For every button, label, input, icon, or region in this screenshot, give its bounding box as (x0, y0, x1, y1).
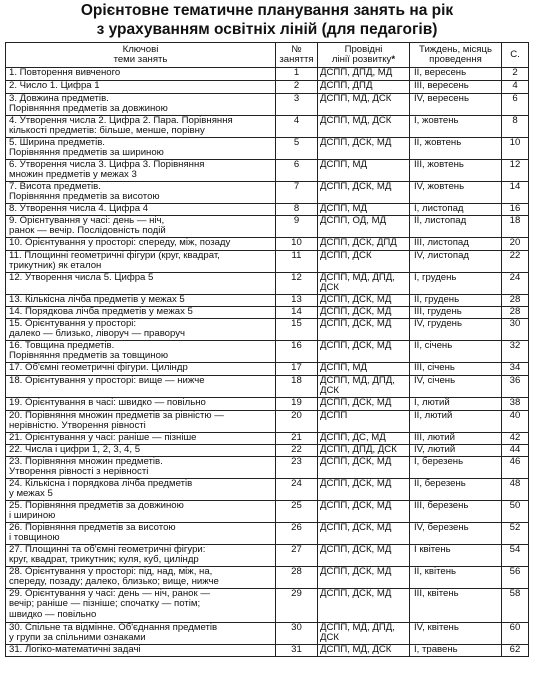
page-number-cell: 4 (502, 81, 529, 94)
topic-text-line: і товщиною (9, 532, 60, 544)
lesson-number-cell: 23 (276, 456, 318, 478)
page-number-cell: 56 (502, 566, 529, 588)
page-number-cell: 16 (502, 204, 529, 216)
development-lines-cell (318, 478, 410, 500)
page-number-cell: 12 (502, 160, 529, 182)
development-lines-text: ДСПП, МД (320, 203, 368, 214)
development-lines-cell (318, 340, 410, 362)
lesson-number-cell: 22 (276, 444, 318, 456)
development-lines-cell (318, 273, 410, 295)
development-lines-cell (318, 160, 410, 182)
topic-text-line: 15. Орієнтування у просторі: (9, 318, 137, 329)
week-month-cell: III, січень (410, 362, 502, 375)
development-lines-cell (318, 444, 410, 456)
table-row (6, 182, 529, 204)
development-lines-text: ДСПП, ДСК, МД (320, 181, 392, 192)
table-row (6, 138, 529, 160)
table-row (6, 444, 529, 456)
page-number-cell: 6 (502, 94, 529, 116)
week-month-cell: III, грудень (410, 306, 502, 318)
development-lines-cell (318, 138, 410, 160)
topic-cell (6, 456, 276, 478)
header-number-line-2: заняття (279, 54, 314, 65)
lesson-number-cell: 1 (276, 68, 318, 81)
week-month-cell: III, жовтень (410, 160, 502, 182)
development-lines-cell (318, 500, 410, 522)
table-row (6, 644, 529, 656)
topic-text-line: 31. Логіко-математичні задачі (9, 644, 141, 655)
page-number-cell: 24 (502, 273, 529, 295)
development-lines-cell (318, 182, 410, 204)
table-row (6, 544, 529, 566)
topic-text-line: 6. Утворення числа 3. Цифра 3. Порівняння (9, 159, 205, 170)
page-number-cell: 58 (502, 588, 529, 622)
week-month-cell: IV, лютий (410, 444, 502, 456)
topic-text-line: 21. Орієнтування у часі: раніше — пізніше (9, 432, 197, 443)
table-row (6, 622, 529, 644)
development-lines-text: ДСПП, МД (320, 362, 368, 373)
development-lines-cell (318, 410, 410, 432)
page-number-cell: 34 (502, 362, 529, 375)
topic-text-line: 24. Кількісна і порядкова лічба предметів (9, 478, 193, 489)
topic-text-line: множин предметів у межах 3 (9, 169, 137, 181)
week-month-cell: III, квітень (410, 588, 502, 622)
table-header-row (6, 43, 529, 68)
development-lines-text: ДСПП, ДСК, МД (320, 500, 392, 511)
development-lines-cell (318, 216, 410, 238)
topic-cell (6, 544, 276, 566)
development-lines-text: ДСПП, ОД, МД (320, 215, 387, 226)
week-month-cell: IV, квітень (410, 622, 502, 644)
page-number-cell: 32 (502, 340, 529, 362)
topic-text-line: 1. Повторення вивченого (9, 67, 121, 78)
page-number-cell: 52 (502, 522, 529, 544)
lesson-number-cell: 10 (276, 238, 318, 251)
page-number-cell: 20 (502, 238, 529, 251)
week-month-cell: II, січень (410, 340, 502, 362)
topic-text-line: 20. Порівняння множин предметів за рівністю — (9, 410, 224, 421)
topic-cell (6, 444, 276, 456)
development-lines-text: ДСПП, ДСК, МД (320, 340, 392, 351)
topic-text-line: ранок — вечір. Послідовність подій (9, 225, 166, 237)
development-lines-text: ДСПП, ДПД, ДСК (320, 444, 397, 455)
page-number-cell: 60 (502, 622, 529, 644)
lesson-number-cell: 24 (276, 478, 318, 500)
week-month-cell: IV, грудень (410, 318, 502, 340)
table-row (6, 522, 529, 544)
lesson-number-cell: 13 (276, 294, 318, 306)
week-month-cell: IV, листопад (410, 251, 502, 273)
page-number-cell: 38 (502, 397, 529, 410)
page-number-cell: 44 (502, 444, 529, 456)
header-number (276, 43, 318, 68)
week-month-cell: II, вересень (410, 68, 502, 81)
topic-text-line: Утворення рівності з нерівності (9, 466, 149, 478)
lesson-number-cell: 11 (276, 251, 318, 273)
topic-text-line: круг, квадрат, трикутник; куля, куб, циліндр (9, 554, 199, 566)
table-row (6, 456, 529, 478)
topic-text-line: 3. Довжина предметів. (9, 93, 109, 104)
topic-cell (6, 160, 276, 182)
topic-text-line: і шириною (9, 510, 56, 522)
topic-cell (6, 294, 276, 306)
development-lines-cell (318, 622, 410, 644)
development-lines-text: ДСПП, ДСК, МД (320, 478, 392, 489)
week-month-cell: II, березень (410, 478, 502, 500)
topic-text-line: 29. Орієнтування у часі: день — ніч, ранок — (9, 588, 210, 599)
planning-table (5, 42, 529, 657)
lesson-number-cell: 18 (276, 375, 318, 397)
lesson-number-cell: 15 (276, 318, 318, 340)
week-month-cell: I, жовтень (410, 116, 502, 138)
page-number-cell: 46 (502, 456, 529, 478)
topic-text-line: 2. Число 1. Цифра 1 (9, 80, 100, 91)
development-lines-text: ДСПП, ДС, МД (320, 432, 386, 443)
topic-text-line: у межах 5 (9, 488, 53, 500)
development-lines-text: ДСПП, МД, ДСК (320, 93, 392, 104)
page-number-cell: 50 (502, 500, 529, 522)
week-month-cell: IV, березень (410, 522, 502, 544)
development-lines-text: ДСПП, МД, ДСК (320, 644, 392, 655)
week-month-cell: II, квітень (410, 566, 502, 588)
topic-cell (6, 340, 276, 362)
week-month-cell: I, лютий (410, 397, 502, 410)
lesson-number-cell: 27 (276, 544, 318, 566)
topic-cell (6, 478, 276, 500)
table-row (6, 204, 529, 216)
topic-text-line: 26. Порівняння предметів за висотою (9, 522, 176, 533)
development-lines-text: ДСК (320, 632, 340, 644)
page-number-cell: 22 (502, 251, 529, 273)
development-lines-text: ДСПП, ДСК, МД (320, 397, 392, 408)
topic-text-line: 19. Орієнтування в часі: швидко — повільно (9, 397, 206, 408)
lesson-number-cell: 14 (276, 306, 318, 318)
document-title-line-2: з урахуванням освітніх ліній (для педагогів) (96, 21, 438, 38)
week-month-cell: III, березень (410, 500, 502, 522)
page-number-cell: 36 (502, 375, 529, 397)
topic-text-line: 13. Кількісна лічба предметів у межах 5 (9, 294, 185, 305)
topic-text-line: 18. Орієнтування у просторі: вище — нижче (9, 375, 205, 386)
development-lines-text: ДСПП, ДСК, МД (320, 306, 392, 317)
topic-cell (6, 362, 276, 375)
development-lines-cell (318, 251, 410, 273)
topic-cell (6, 238, 276, 251)
development-lines-text: ДСПП, ДСК, МД (320, 522, 392, 533)
lesson-number-cell: 25 (276, 500, 318, 522)
lesson-number-cell: 7 (276, 182, 318, 204)
table-row (6, 294, 529, 306)
table-row (6, 306, 529, 318)
development-lines-text: ДСПП, МД, ДПД, (320, 375, 395, 386)
topic-cell (6, 68, 276, 81)
page-number-cell: 30 (502, 318, 529, 340)
topic-text-line: нерівністю. Утворення рівності (9, 420, 146, 432)
week-month-cell: IV, вересень (410, 94, 502, 116)
development-lines-cell (318, 432, 410, 444)
topic-text-line: Порівняння предметів за висотою (9, 191, 160, 203)
week-month-cell: II, жовтень (410, 138, 502, 160)
document-title-line-1: Орієнтовне тематичне планування занять на рік (80, 2, 454, 19)
lesson-number-cell: 16 (276, 340, 318, 362)
topic-text-line: 22. Числа і цифри 1, 2, 3, 4, 5 (9, 444, 141, 455)
header-week-line-1: Тиждень, місяць (419, 44, 492, 55)
table-row (6, 116, 529, 138)
page-number-cell: 14 (502, 182, 529, 204)
week-month-cell: II, листопад (410, 216, 502, 238)
week-month-cell: I, травень (410, 644, 502, 656)
topic-cell (6, 216, 276, 238)
topic-cell (6, 522, 276, 544)
development-lines-text: ДСПП, МД, ДПД, ДСК (320, 272, 395, 294)
development-lines-cell (318, 456, 410, 478)
page-number-cell: 62 (502, 644, 529, 656)
topic-text-line: 4. Утворення числа 2. Цифра 2. Пара. Порівняння (9, 115, 233, 126)
topic-cell (6, 116, 276, 138)
development-lines-text: ДСПП, ДПД, МД (320, 67, 393, 78)
week-month-cell: I квітень (410, 544, 502, 566)
development-lines-cell (318, 397, 410, 410)
development-lines-text: ДСПП, ДСК, МД (320, 544, 392, 555)
page-number-cell: 28 (502, 306, 529, 318)
lesson-number-cell: 20 (276, 410, 318, 432)
lesson-number-cell: 30 (276, 622, 318, 644)
page-number-cell: 10 (502, 138, 529, 160)
page-number-cell: 8 (502, 116, 529, 138)
topic-cell (6, 204, 276, 216)
week-month-cell: III, вересень (410, 81, 502, 94)
development-lines-text: ДСПП, ДСК, МД (320, 566, 392, 577)
footnote-asterisk: * (391, 54, 396, 65)
table-row (6, 362, 529, 375)
topic-text-line: Порівняння предметів за товщиною (9, 350, 169, 362)
week-month-cell: II, грудень (410, 294, 502, 306)
topic-cell (6, 397, 276, 410)
topic-text-line: 12. Утворення числа 5. Цифра 5 (9, 272, 154, 283)
lesson-number-cell: 4 (276, 116, 318, 138)
table-row (6, 94, 529, 116)
header-topic-line-1: Ключові (122, 44, 159, 55)
week-month-cell: III, листопад (410, 238, 502, 251)
development-lines-text: ДСПП, МД, ДПД, (320, 622, 395, 633)
development-lines-text: ДСПП, ДСК (320, 250, 372, 261)
week-month-cell: I, грудень (410, 273, 502, 295)
table-row (6, 81, 529, 94)
header-topic (6, 43, 276, 68)
development-lines-cell (318, 238, 410, 251)
header-page: С. (502, 43, 529, 68)
header-topic-line-2: теми занять (113, 54, 168, 65)
table-row (6, 432, 529, 444)
header-week (410, 43, 502, 68)
page-number-cell: 2 (502, 68, 529, 81)
development-lines-cell (318, 204, 410, 216)
topic-cell (6, 644, 276, 656)
lesson-number-cell: 26 (276, 522, 318, 544)
development-lines-text: ДСПП (320, 410, 348, 421)
topic-cell (6, 251, 276, 273)
development-lines-text: ДСПП, ДСК, МД (320, 318, 392, 329)
lesson-number-cell: 9 (276, 216, 318, 238)
development-lines-cell (318, 644, 410, 656)
lesson-number-cell: 21 (276, 432, 318, 444)
week-month-cell: I, листопад (410, 204, 502, 216)
header-lines-line-2: лінії розвитку (331, 54, 392, 65)
table-row (6, 273, 529, 295)
development-lines-text: ДСПП, МД, ДСК (320, 115, 392, 126)
development-lines-cell (318, 375, 410, 397)
topic-text-line: 10. Орієнтування у просторі: спереду, між, позаду (9, 237, 231, 248)
topic-cell (6, 566, 276, 588)
lesson-number-cell: 17 (276, 362, 318, 375)
topic-cell (6, 273, 276, 295)
development-lines-cell (318, 94, 410, 116)
topic-text-line: 7. Висота предметів. (9, 181, 101, 192)
page-number-cell: 54 (502, 544, 529, 566)
development-lines-text: ДСПП, МД (320, 159, 368, 170)
development-lines-text: ДСК (320, 385, 340, 397)
week-month-cell: III, лютий (410, 432, 502, 444)
topic-text-line: кількості предметів: більше, менше, порівну (9, 125, 205, 137)
topic-cell (6, 318, 276, 340)
lesson-number-cell: 3 (276, 94, 318, 116)
table-row (6, 340, 529, 362)
week-month-cell: IV, січень (410, 375, 502, 397)
topic-text-line: вечір; раніше — пізніше; спочатку — потім; (9, 598, 201, 610)
header-lines-line-1: Провідні (344, 44, 383, 55)
development-lines-text: ДСПП, ДСК, МД (320, 456, 392, 467)
topic-text-line: 25. Порівняння предметів за довжиною (9, 500, 184, 511)
table-row (6, 478, 529, 500)
topic-text-line: далеко — близько, ліворуч — праворуч (9, 328, 186, 340)
topic-cell (6, 138, 276, 160)
topic-cell (6, 622, 276, 644)
table-row (6, 410, 529, 432)
table-row (6, 251, 529, 273)
topic-text-line: трикутник) як еталон (9, 260, 102, 272)
lesson-number-cell: 28 (276, 566, 318, 588)
table-row (6, 318, 529, 340)
topic-text-line: у групи за спільними ознаками (9, 632, 146, 644)
development-lines-cell (318, 116, 410, 138)
page-number-cell: 40 (502, 410, 529, 432)
week-month-cell: IV, жовтень (410, 182, 502, 204)
topic-text-line: Порівняння предметів за довжиною (9, 103, 168, 115)
lesson-number-cell: 2 (276, 81, 318, 94)
development-lines-text: ДСПП, ДСК, ДПД (320, 237, 397, 248)
topic-cell (6, 375, 276, 397)
development-lines-cell (318, 566, 410, 588)
week-month-cell: II, лютий (410, 410, 502, 432)
table-row (6, 68, 529, 81)
topic-cell (6, 182, 276, 204)
topic-cell (6, 94, 276, 116)
table-row (6, 375, 529, 397)
table-row (6, 500, 529, 522)
development-lines-text: ДСПП, ДСК, МД (320, 137, 392, 148)
topic-cell (6, 432, 276, 444)
table-row (6, 397, 529, 410)
lesson-number-cell: 8 (276, 204, 318, 216)
topic-text-line: 11. Площинні геометричні фігури (круг, квадрат, (9, 250, 220, 261)
topic-text-line: 14. Порядкова лічба предметів у межах 5 (9, 306, 193, 317)
topic-text-line: 23. Порівняння множин предметів. (9, 456, 163, 467)
page-number-cell: 28 (502, 294, 529, 306)
development-lines-cell (318, 544, 410, 566)
lesson-number-cell: 19 (276, 397, 318, 410)
table-row (6, 238, 529, 251)
topic-text-line: 17. Об'ємні геометричні фігури. Циліндр (9, 362, 188, 373)
topic-cell (6, 588, 276, 622)
lesson-number-cell: 6 (276, 160, 318, 182)
lesson-number-cell: 12 (276, 273, 318, 295)
table-row (6, 588, 529, 622)
week-month-cell: I, березень (410, 456, 502, 478)
topic-cell (6, 410, 276, 432)
topic-text-line: 28. Орієнтування у просторі: під, над, між, на, (9, 566, 213, 577)
table-row (6, 160, 529, 182)
development-lines-cell (318, 362, 410, 375)
topic-text-line: 27. Площинні та об'ємні геометричні фігури: (9, 544, 206, 555)
topic-cell (6, 500, 276, 522)
topic-cell (6, 306, 276, 318)
topic-text-line: 8. Утворення числа 4. Цифра 4 (9, 203, 149, 214)
topic-cell (6, 81, 276, 94)
header-week-line-2: проведення (429, 54, 482, 65)
topic-text-line: 5. Ширина предметів. (9, 137, 105, 148)
development-lines-text: ДСПП, ДПД (320, 80, 373, 91)
topic-text-line: 30. Спільне та відмінне. Об'єднання предметів (9, 622, 218, 633)
table-row (6, 216, 529, 238)
topic-text-line: 16. Товщина предметів. (9, 340, 115, 351)
topic-text-line: 9. Орієнтування у часі: день — ніч, (9, 215, 165, 226)
table-row (6, 566, 529, 588)
lesson-number-cell: 29 (276, 588, 318, 622)
development-lines-cell (318, 318, 410, 340)
development-lines-cell (318, 294, 410, 306)
topic-text-line: Порівняння предметів за шириною (9, 147, 164, 159)
development-lines-text: ДСПП, ДСК, МД (320, 294, 392, 305)
development-lines-cell (318, 588, 410, 622)
page-number-cell: 42 (502, 432, 529, 444)
development-lines-cell (318, 522, 410, 544)
lesson-number-cell: 31 (276, 644, 318, 656)
development-lines-text: ДСПП, ДСК, МД (320, 588, 392, 599)
topic-text-line: швидко — повільно (9, 608, 97, 620)
page-number-cell: 48 (502, 478, 529, 500)
development-lines-cell (318, 306, 410, 318)
header-number-line-1: № (291, 44, 302, 55)
development-lines-cell (318, 68, 410, 81)
development-lines-cell (318, 81, 410, 94)
lesson-number-cell: 5 (276, 138, 318, 160)
page-number-cell: 18 (502, 216, 529, 238)
topic-text-line: спереду, позаду; далеко, близько; вище, нижче (9, 576, 219, 588)
header-lines (318, 43, 410, 68)
